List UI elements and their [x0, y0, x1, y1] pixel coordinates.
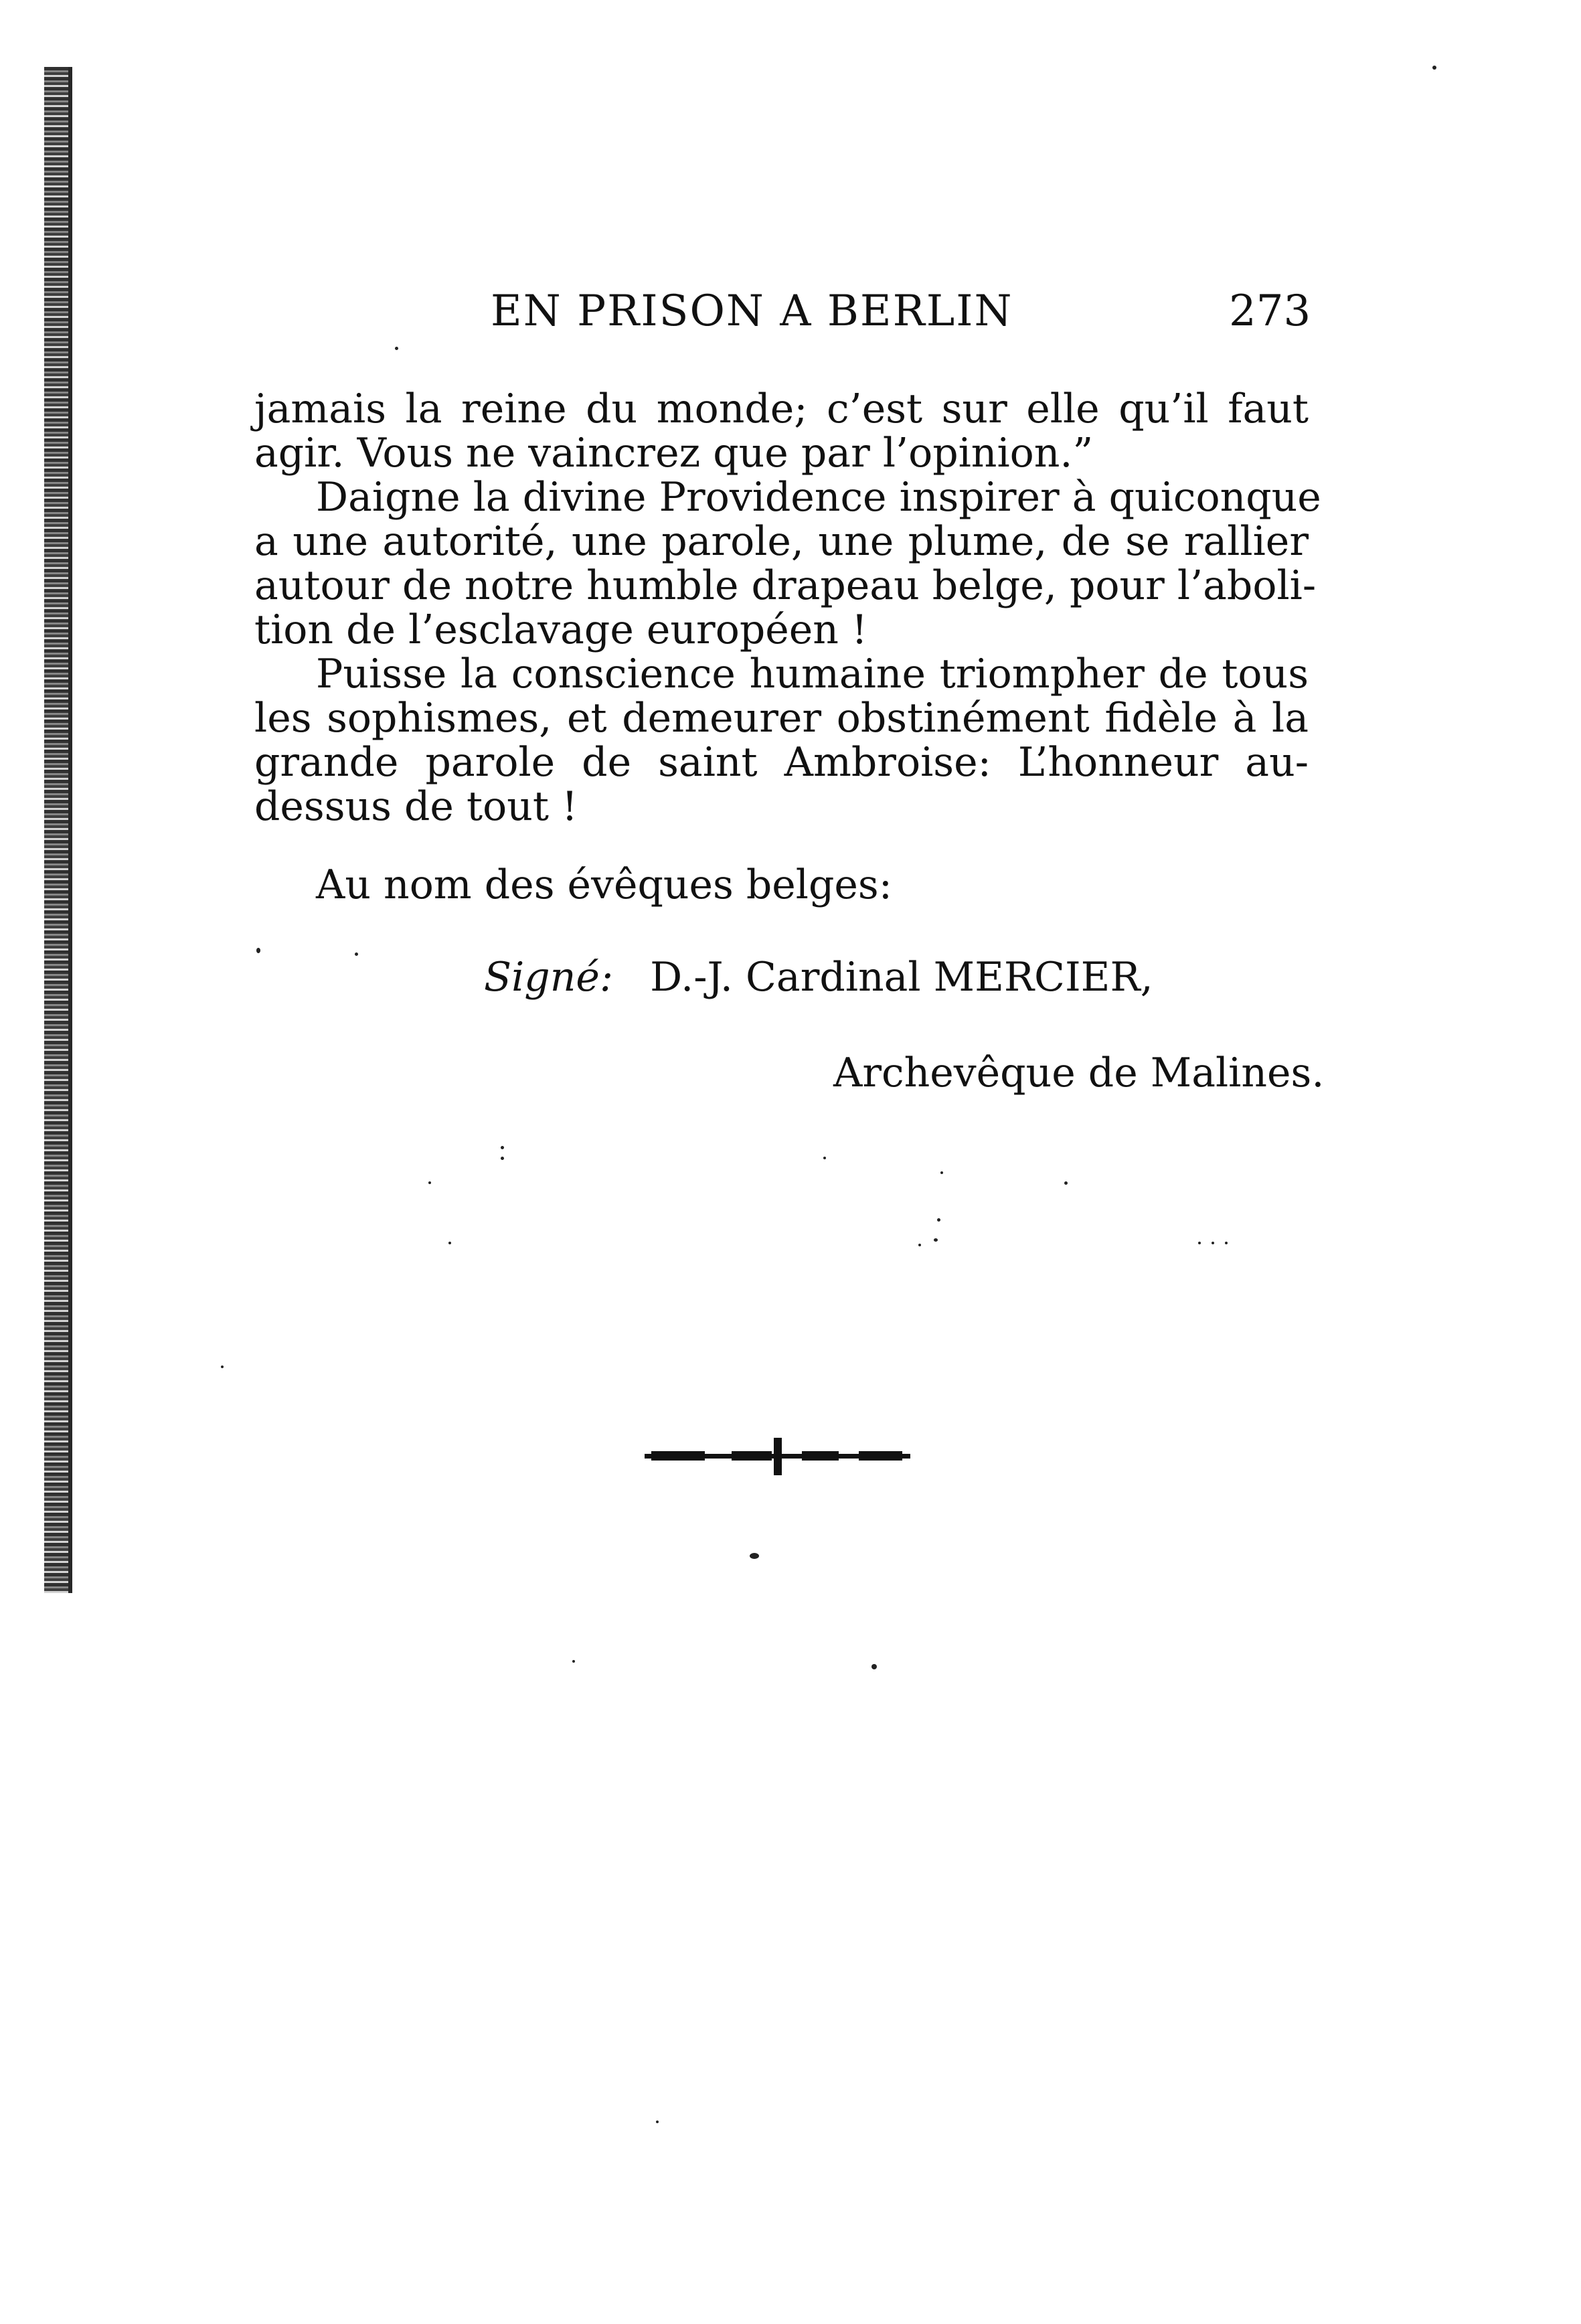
- print-speck: [256, 948, 260, 953]
- end-ornament: [645, 1438, 910, 1475]
- body-line: les sophismes, et demeurer obstinément fidèle à la: [254, 695, 1309, 742]
- print-speck: [1064, 1181, 1068, 1185]
- print-speck: [940, 1171, 943, 1174]
- body-line: grande parole de saint Ambroise: L’honneur au-: [254, 739, 1309, 786]
- signature-line: [484, 954, 1153, 1001]
- print-speck: [750, 1553, 759, 1559]
- print-speck: [656, 2121, 659, 2123]
- print-speck: [501, 1146, 504, 1149]
- body-text: [254, 386, 1321, 830]
- print-speck: [395, 347, 398, 350]
- body-line: agir. Vous ne vaincrez que par l’opinion.”: [254, 430, 1094, 477]
- print-speck: [934, 1238, 938, 1242]
- print-speck: [1432, 66, 1436, 70]
- signatory-title: Archevêque de Malines.: [833, 1050, 1325, 1096]
- body-line: jamais la reine du monde; c’est sur elle qu’il faut: [254, 386, 1309, 432]
- print-speck: [823, 1157, 826, 1159]
- print-speck: [355, 952, 358, 956]
- print-speck: [1198, 1242, 1201, 1244]
- print-speck: [1212, 1242, 1214, 1244]
- body-line: dessus de tout !: [254, 783, 578, 830]
- print-speck: [871, 1664, 877, 1669]
- signature-label: Signé:: [484, 954, 614, 1001]
- body-line: a une autorité, une parole, une plume, de se rallier: [254, 518, 1309, 565]
- running-header-title: EN PRISON A BERLIN: [491, 286, 1013, 336]
- print-speck: [572, 1660, 575, 1663]
- signature-name: D.-J. Cardinal MERCIER,: [650, 954, 1153, 1001]
- body-line: tion de l’esclavage européen !: [254, 606, 868, 653]
- body-line: autour de notre humble drapeau belge, pour l’aboli-: [254, 562, 1317, 609]
- print-speck: [918, 1244, 921, 1246]
- print-speck: [1225, 1242, 1228, 1244]
- print-speck: [221, 1365, 224, 1368]
- closing-line: Au nom des évêques belges:: [316, 861, 892, 908]
- print-speck: [937, 1218, 940, 1222]
- body-line: Daigne la divine Providence inspirer à quiconque: [316, 474, 1321, 521]
- print-speck: [448, 1242, 451, 1244]
- body-line: Puisse la conscience humaine triompher de tous: [316, 651, 1309, 697]
- page-number: 273: [1229, 286, 1311, 336]
- print-speck: [428, 1181, 431, 1184]
- print-speck: [501, 1157, 504, 1160]
